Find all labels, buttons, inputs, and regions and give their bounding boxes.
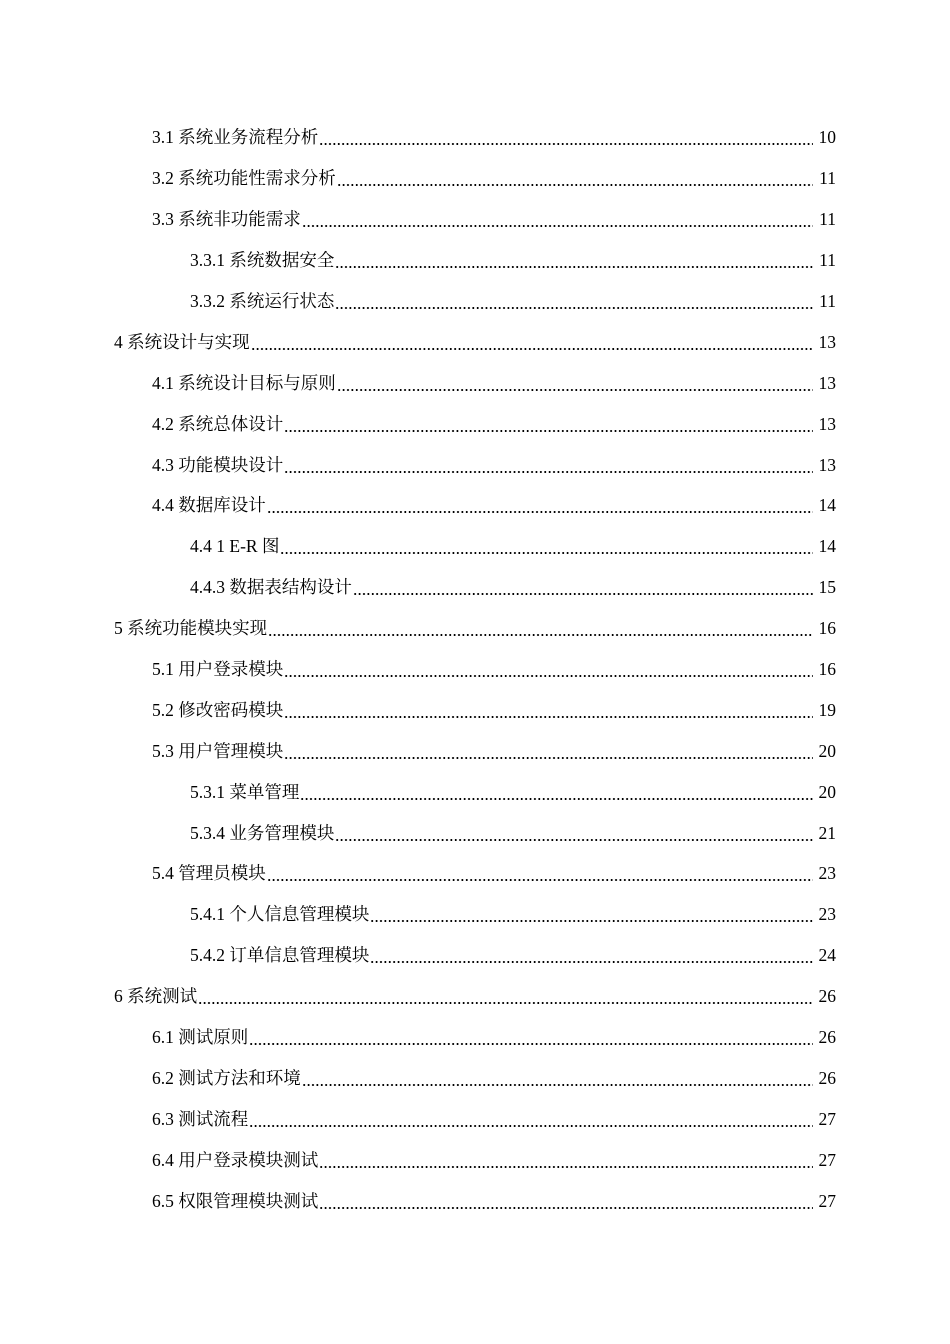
toc-entry-page-number: 14 <box>818 536 836 557</box>
toc-entry-page-number: 27 <box>818 1190 836 1211</box>
toc-entry[interactable] <box>0 1057 950 1098</box>
dot-leader <box>284 660 813 678</box>
toc-entry[interactable] <box>0 649 950 690</box>
toc-entry-title: 6.2 测试方法和环境 <box>152 1067 301 1088</box>
toc-entry-page-number: 16 <box>818 618 836 639</box>
toc-entry[interactable] <box>0 1098 950 1139</box>
dot-leader <box>370 946 813 964</box>
toc-entry[interactable] <box>0 117 950 158</box>
dot-leader <box>302 1069 813 1087</box>
toc-entry-title: 5.4.1 个人信息管理模块 <box>190 904 370 925</box>
dot-leader <box>370 905 813 923</box>
toc-entry-page-number: 20 <box>818 781 836 802</box>
toc-entry[interactable] <box>0 362 950 403</box>
dot-leader <box>268 619 813 637</box>
dot-leader <box>198 987 813 1005</box>
toc-entry-page-number: 16 <box>818 659 836 680</box>
dot-leader <box>251 333 813 351</box>
toc-entry-title: 3.1 系统业务流程分析 <box>152 127 319 148</box>
toc-entry-page-number: 27 <box>818 1149 836 1170</box>
dot-leader <box>267 864 813 882</box>
toc-entry-page-number: 21 <box>818 822 836 843</box>
dot-leader <box>249 1028 813 1046</box>
toc-entry-title: 5.3.1 菜单管理 <box>190 781 300 802</box>
toc-entry-title: 5.2 修改密码模块 <box>152 699 284 720</box>
toc-entry-page-number: 11 <box>819 250 836 271</box>
toc-entry-page-number: 13 <box>818 372 836 393</box>
toc-entry[interactable] <box>0 730 950 771</box>
dot-leader <box>280 537 813 555</box>
toc-entry[interactable] <box>0 403 950 444</box>
dot-leader <box>249 1110 813 1128</box>
toc-entry[interactable] <box>0 853 950 894</box>
dot-leader <box>284 456 813 474</box>
dot-leader <box>337 169 813 187</box>
toc-entry-title: 5.4 管理员模块 <box>152 863 266 884</box>
toc-entry-page-number: 11 <box>819 291 836 311</box>
toc-entry[interactable] <box>0 812 950 853</box>
dot-leader <box>353 578 813 596</box>
toc-entry-title: 3.2 系统功能性需求分析 <box>152 168 336 189</box>
toc-entry-page-number: 11 <box>819 209 836 230</box>
table-of-contents <box>0 117 950 1221</box>
dot-leader <box>335 251 813 269</box>
toc-entry-title: 5 系统功能模块实现 <box>114 618 268 639</box>
toc-entry-page-number: 10 <box>818 127 836 148</box>
dot-leader <box>284 701 813 719</box>
toc-entry-page-number: 13 <box>818 331 836 352</box>
toc-entry-page-number: 20 <box>818 740 836 761</box>
toc-entry[interactable] <box>0 935 950 976</box>
toc-entry-page-number: 23 <box>818 904 836 925</box>
toc-entry[interactable] <box>0 894 950 935</box>
toc-entry-title: 5.3.4 业务管理模块 <box>190 822 335 843</box>
toc-entry-title: 6.5 权限管理模块测试 <box>152 1190 319 1211</box>
toc-entry-title: 3.3 系统非功能需求 <box>152 209 301 230</box>
dot-leader <box>335 824 813 842</box>
toc-entry[interactable] <box>0 485 950 526</box>
dot-leader <box>284 415 813 433</box>
toc-entry[interactable] <box>0 689 950 730</box>
dot-leader <box>302 210 813 228</box>
toc-entry[interactable] <box>0 281 950 322</box>
toc-entry-page-number: 19 <box>818 699 836 720</box>
toc-entry-page-number: 23 <box>818 863 836 884</box>
toc-entry-title: 3.3.2 系统运行状态 <box>190 291 335 311</box>
toc-entry[interactable] <box>0 526 950 567</box>
toc-entry-page-number: 26 <box>818 1067 836 1088</box>
toc-entry[interactable] <box>0 771 950 812</box>
toc-entry[interactable] <box>0 158 950 199</box>
toc-entry-title: 6.4 用户登录模块测试 <box>152 1149 319 1170</box>
toc-entry-title: 4.2 系统总体设计 <box>152 413 284 434</box>
toc-entry[interactable] <box>0 608 950 649</box>
dot-leader <box>267 496 813 514</box>
toc-entry-page-number: 26 <box>818 986 836 1007</box>
toc-entry-title: 4.4 1 E-R 图 <box>190 536 280 557</box>
toc-entry[interactable] <box>0 976 950 1017</box>
toc-entry[interactable] <box>0 1017 950 1058</box>
toc-entry-title: 4.4 数据库设计 <box>152 495 266 516</box>
toc-entry-page-number: 26 <box>818 1027 836 1048</box>
toc-entry[interactable] <box>0 567 950 608</box>
toc-entry-title: 5.3 用户管理模块 <box>152 740 284 761</box>
toc-entry-page-number: 24 <box>818 945 836 966</box>
toc-entry-title: 6.1 测试原则 <box>152 1027 249 1048</box>
toc-entry-title: 4.1 系统设计目标与原则 <box>152 372 336 393</box>
dot-leader <box>335 292 813 310</box>
dot-leader <box>319 1192 813 1210</box>
toc-entry-page-number: 13 <box>818 454 836 475</box>
toc-entry-title: 5.1 用户登录模块 <box>152 659 284 680</box>
toc-entry-title: 4.3 功能模块设计 <box>152 454 284 475</box>
toc-entry[interactable] <box>0 199 950 240</box>
toc-entry-title: 4.4.3 数据表结构设计 <box>190 577 352 598</box>
toc-entry-title: 4 系统设计与实现 <box>114 331 250 352</box>
toc-entry-title: 6.3 测试流程 <box>152 1108 249 1129</box>
toc-entry[interactable] <box>0 444 950 485</box>
dot-leader <box>337 374 813 392</box>
toc-entry[interactable] <box>0 1180 950 1221</box>
toc-entry-page-number: 15 <box>818 577 836 598</box>
toc-entry-page-number: 14 <box>818 495 836 516</box>
toc-entry-title: 6 系统测试 <box>114 986 198 1007</box>
toc-entry[interactable] <box>0 1139 950 1180</box>
dot-leader <box>319 128 813 146</box>
toc-entry-page-number: 27 <box>818 1108 836 1129</box>
toc-entry[interactable] <box>0 240 950 281</box>
dot-leader <box>300 783 813 801</box>
toc-entry-page-number: 11 <box>819 168 836 189</box>
toc-entry-title: 5.4.2 订单信息管理模块 <box>190 945 370 966</box>
toc-entry[interactable] <box>0 321 950 362</box>
toc-entry-title: 3.3.1 系统数据安全 <box>190 250 335 271</box>
dot-leader <box>284 742 813 760</box>
dot-leader <box>319 1151 813 1169</box>
toc-entry-page-number: 13 <box>818 413 836 434</box>
